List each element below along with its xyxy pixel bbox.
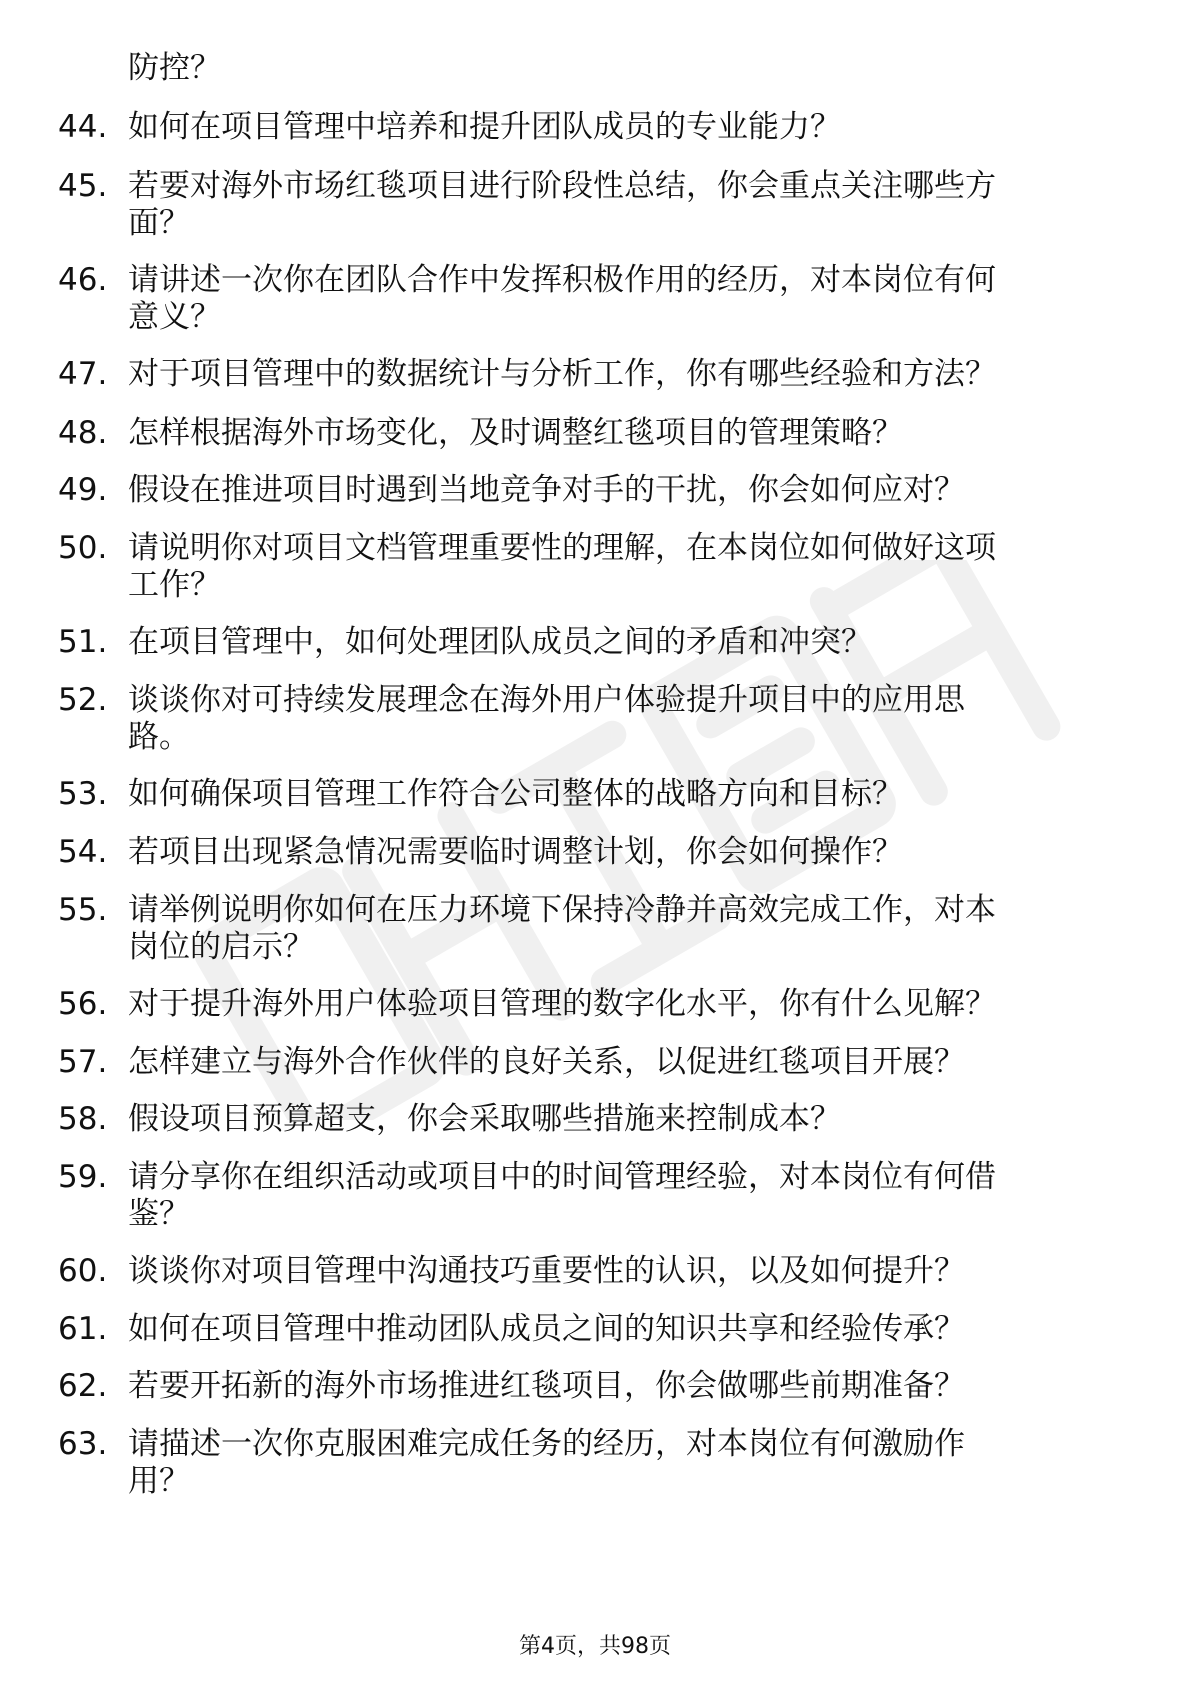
question-text: 防控？	[128, 50, 221, 86]
question-text: 怎样建立与海外合作伙伴的良好关系，以促进红毯项目开展？	[128, 1044, 965, 1080]
question-number: 63.	[58, 1426, 108, 1462]
question-text: 请分享你在组织活动或项目中的时间管理经验，对本岗位有何借 鉴？	[128, 1159, 996, 1232]
question-number: 49.	[58, 472, 108, 508]
question-number: 58.	[58, 1101, 108, 1137]
question-text: 请说明你对项目文档管理重要性的理解，在本岗位如何做好这项 工作？	[128, 530, 996, 603]
question-number: 61.	[58, 1311, 108, 1347]
page-footer: 第4页，共98页	[519, 1634, 671, 1659]
question-number: 55.	[58, 892, 108, 928]
question-text: 如何确保项目管理工作符合公司整体的战略方向和目标？	[128, 776, 903, 812]
question-text: 如何在项目管理中培养和提升团队成员的专业能力？	[128, 109, 841, 145]
question-text: 怎样根据海外市场变化，及时调整红毯项目的管理策略？	[128, 415, 903, 451]
question-text: 若要开拓新的海外市场推进红毯项目，你会做哪些前期准备？	[128, 1368, 965, 1404]
question-number: 59.	[58, 1159, 108, 1195]
question-text: 如何在项目管理中推动团队成员之间的知识共享和经验传承？	[128, 1311, 965, 1347]
question-number: 46.	[58, 262, 108, 298]
question-number: 57.	[58, 1044, 108, 1080]
question-number: 47.	[58, 356, 108, 392]
question-text: 谈谈你对项目管理中沟通技巧重要性的认识，以及如何提升？	[128, 1253, 965, 1289]
question-number: 53.	[58, 776, 108, 812]
question-number: 51.	[58, 624, 108, 660]
question-text: 谈谈你对可持续发展理念在海外用户体验提升项目中的应用思 路。	[128, 682, 965, 755]
question-number: 45.	[58, 168, 108, 204]
question-text: 请讲述一次你在团队合作中发挥积极作用的经历，对本岗位有何 意义？	[128, 262, 996, 335]
question-number: 52.	[58, 682, 108, 718]
question-text: 在项目管理中，如何处理团队成员之间的矛盾和冲突？	[128, 624, 872, 660]
question-text: 请描述一次你克服困难完成任务的经历，对本岗位有何激励作 用？	[128, 1426, 965, 1499]
question-number: 56.	[58, 986, 108, 1022]
question-text: 假设项目预算超支，你会采取哪些措施来控制成本？	[128, 1101, 841, 1137]
question-number: 62.	[58, 1368, 108, 1404]
question-text: 若要对海外市场红毯项目进行阶段性总结，你会重点关注哪些方 面？	[128, 168, 996, 241]
question-text: 请举例说明你如何在压力环境下保持冷静并高效完成工作，对本 岗位的启示？	[128, 892, 996, 965]
question-number: 54.	[58, 834, 108, 870]
question-text: 对于提升海外用户体验项目管理的数字化水平，你有什么见解？	[128, 986, 996, 1022]
question-number: 60.	[58, 1253, 108, 1289]
question-text: 对于项目管理中的数据统计与分析工作，你有哪些经验和方法？	[128, 356, 996, 392]
question-number: 48.	[58, 415, 108, 451]
question-text: 若项目出现紧急情况需要临时调整计划，你会如何操作？	[128, 834, 903, 870]
question-number: 50.	[58, 530, 108, 566]
question-text: 假设在推进项目时遇到当地竞争对手的干扰，你会如何应对？	[128, 472, 965, 508]
question-number: 44.	[58, 109, 108, 145]
